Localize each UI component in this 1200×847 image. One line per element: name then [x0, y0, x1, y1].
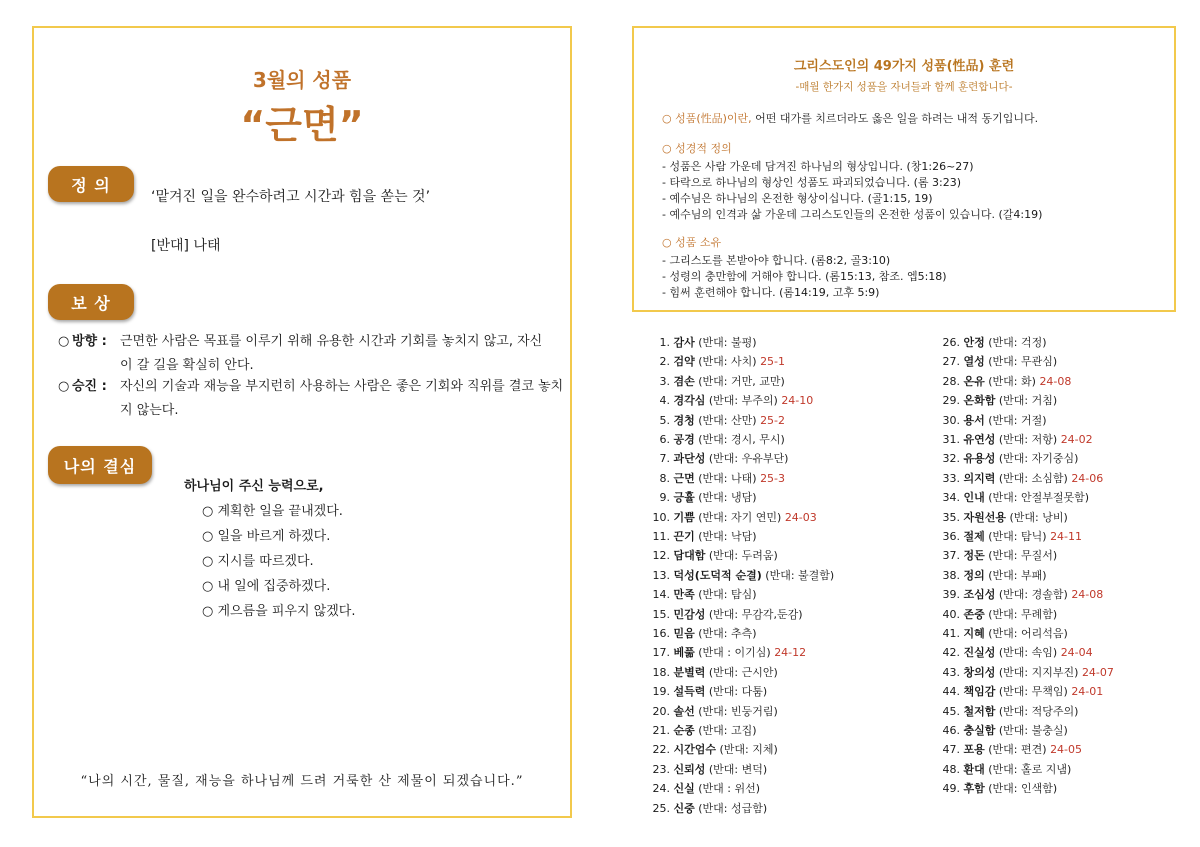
virtue-name: 유용성 — [963, 452, 996, 466]
decision-heading: 하나님이 주신 능력으로, — [184, 479, 324, 494]
virtue-opposite: (반대: 무질서) — [988, 549, 1058, 563]
virtue-list-item — [926, 489, 1089, 505]
virtue-list-column-2 — [926, 334, 1186, 804]
virtue-name: 시간엄수 — [673, 743, 717, 757]
virtue-opposite: (반대: 다툼) — [708, 685, 768, 699]
virtue-number: 6. — [659, 433, 670, 446]
virtue-opposite: (반대: 추측) — [698, 627, 757, 640]
reward-line: 자신의 기술과 재능을 부지런히 사용하는 사람은 좋은 기회와 직위를 결코 놓치 — [120, 379, 564, 394]
decision-item: ○ 게으름을 피우지 않겠다. — [202, 604, 356, 619]
virtue-name: 절제 — [963, 530, 985, 543]
biblical-definition-line: - 타락으로 하나님의 형상인 성품도 파괴되었습니다. (롬 3:23) — [662, 176, 961, 189]
virtue-number: 24. — [652, 782, 670, 796]
virtue-name: 존중 — [963, 607, 985, 621]
virtue-number: 35. — [942, 510, 960, 524]
virtue-name: 안정 — [963, 336, 985, 349]
virtue-number: 25. — [652, 801, 670, 815]
virtue-list-item — [636, 334, 757, 350]
virtue-number: 12. — [652, 549, 670, 563]
virtue-number: 43. — [942, 665, 960, 679]
virtue-opposite: (반대: 불결함) — [765, 568, 835, 582]
virtue-name: 믿음 — [673, 627, 695, 640]
virtue-opposite: (반대: 걱정) — [988, 336, 1047, 349]
reward-item-text — [120, 375, 566, 423]
decision-label: 나의 결심 — [48, 446, 152, 484]
virtue-name: 철저함 — [963, 704, 996, 718]
reward-line: 지 않는다. — [120, 403, 179, 418]
virtue-number: 41. — [942, 627, 960, 640]
character-definition-label: ○ 성품(性品)이란, — [662, 112, 752, 125]
training-title: 그리스도인의 49가지 성품(性品) 훈련 — [793, 59, 1015, 74]
virtue-name: 경각심 — [673, 394, 706, 408]
virtue-opposite: (반대: 부주의) — [708, 394, 778, 408]
biblical-definition-line: - 예수님은 하나님의 온전한 형상이십니다. (골1:15, 19) — [662, 192, 933, 205]
virtue-list-item — [926, 450, 1078, 466]
virtue-opposite: (반대: 낙담) — [698, 530, 757, 543]
virtue-list-item — [926, 722, 1068, 738]
virtue-opposite: (반대: 거절) — [988, 413, 1047, 427]
biblical-definition-line: - 성품은 사람 가운데 담겨진 하나님의 형상입니다. (창1:26~27) — [662, 160, 974, 173]
virtue-name: 기쁨 — [673, 510, 695, 524]
virtue-list-item — [926, 567, 1047, 583]
virtue-opposite: (반대: 소심함) — [998, 471, 1068, 485]
virtue-opposite: (반대: 인색함) — [988, 782, 1058, 796]
virtue-name: 감사 — [673, 336, 695, 349]
virtue-list-item — [636, 431, 785, 447]
virtue-number: 48. — [942, 762, 960, 776]
virtue-name: 민감성 — [673, 607, 706, 621]
virtue-name: 신뢰성 — [673, 762, 706, 776]
virtue-number: 31. — [942, 433, 960, 446]
virtue-number: 47. — [942, 743, 960, 757]
virtue-list-item — [636, 567, 834, 583]
opposite-text: [반대] 나태 — [151, 238, 221, 254]
monthly-virtue-panel — [32, 26, 572, 818]
virtue-opposite: (반대: 변덕) — [708, 762, 768, 776]
virtue-month-code: 24-01 — [1071, 685, 1104, 699]
virtue-name: 끈기 — [673, 530, 695, 543]
virtue-number: 30. — [942, 413, 960, 427]
virtue-month-code: 25-3 — [760, 471, 786, 485]
virtue-list-item — [926, 644, 1093, 660]
virtue-opposite: (반대: 무감각,둔감) — [708, 607, 803, 621]
virtue-opposite: (반대: 불평) — [698, 336, 757, 349]
virtue-list-item — [926, 509, 1068, 525]
virtue-month-code: 24-11 — [1050, 530, 1083, 543]
virtue-number: 13. — [652, 568, 670, 582]
virtue-list-item — [636, 683, 767, 699]
virtue-number: 18. — [652, 665, 670, 679]
virtue-opposite: (반대: 지체) — [719, 743, 778, 757]
virtue-name: 신중 — [673, 801, 695, 815]
virtue-list-item — [926, 353, 1057, 369]
virtue-number: 42. — [942, 646, 960, 660]
virtue-number: 44. — [942, 685, 960, 699]
virtue-name: 의지력 — [963, 471, 996, 485]
virtue-opposite: (반대: 무례함) — [988, 607, 1058, 621]
virtue-opposite: (반대: 무책임) — [998, 685, 1068, 699]
virtue-list-item — [926, 683, 1103, 699]
virtue-list-item — [636, 528, 757, 544]
virtue-opposite: (반대: 적당주의) — [998, 704, 1079, 718]
virtue-opposite: (반대: 우유부단) — [708, 452, 789, 466]
character-definition — [662, 110, 1038, 126]
virtue-name: 열성 — [963, 355, 985, 369]
decision-item: ○ 내 일에 집중하겠다. — [202, 579, 331, 594]
virtue-opposite: (반대: 탐닉) — [988, 530, 1047, 543]
virtue-month-code: 24-12 — [774, 646, 807, 660]
virtue-opposite: (반대: 경솔함) — [998, 588, 1068, 602]
reward-item-label: 승진 : — [72, 379, 107, 394]
virtue-list-item — [926, 586, 1103, 602]
decision-item: ○ 계획한 일을 끝내겠다. — [202, 504, 343, 519]
virtue-name: 책임감 — [963, 685, 996, 699]
virtue-name: 솔선 — [673, 704, 695, 718]
virtue-opposite: (반대 : 위선) — [698, 782, 761, 796]
virtue-number: 7. — [659, 452, 670, 466]
reward-item-promotion — [58, 375, 566, 425]
virtue-list-item — [636, 392, 813, 408]
virtue-opposite: (반대: 낭비) — [1009, 510, 1068, 524]
virtue-number: 11. — [652, 530, 670, 543]
virtue-name: 겸손 — [673, 374, 695, 388]
virtue-name: 긍휼 — [673, 491, 695, 505]
closing-pledge: “나의 시간, 물질, 재능을 하나님께 드려 거룩한 산 제물이 되겠습니다.” — [80, 774, 524, 789]
virtue-opposite: (반대: 산만) — [698, 413, 757, 427]
virtue-list-column-1 — [636, 334, 936, 814]
virtue-opposite: (반대: 홀로 지냄) — [988, 762, 1072, 776]
virtue-number: 26. — [942, 336, 960, 349]
definition-label: 정 의 — [48, 166, 134, 202]
virtue-list-item — [636, 644, 806, 660]
biblical-definition-heading: ○ 성경적 정의 — [662, 142, 732, 155]
virtue-list-item — [636, 586, 757, 602]
reward-line: 근면한 사람은 목표를 이루기 위해 유용한 시간과 기회를 놓치지 않고, 자신 — [120, 334, 543, 349]
virtue-list-item — [636, 509, 817, 525]
virtue-month-code: 25-2 — [760, 413, 786, 427]
virtue-opposite: (반대: 자기중심) — [998, 452, 1079, 466]
virtue-list-item — [926, 780, 1057, 796]
virtue-list-item — [636, 625, 757, 641]
virtue-name: 자원선용 — [963, 510, 1007, 524]
virtue-opposite: (반대: 안절부절못함) — [988, 491, 1090, 505]
virtue-number: 16. — [652, 627, 670, 640]
month-title: 3월의 성품 — [252, 68, 352, 92]
virtue-name: 포용 — [963, 743, 985, 757]
virtue-name: 정의 — [963, 568, 985, 582]
character-definition-text: 어떤 대가를 치르더라도 옳은 일을 하려는 내적 동기입니다. — [751, 112, 1039, 125]
virtue-number: 49. — [942, 782, 960, 796]
virtue-name: 베풂 — [673, 646, 695, 660]
virtue-number: 46. — [942, 724, 960, 737]
virtue-number: 21. — [652, 724, 670, 737]
virtue-number: 20. — [652, 704, 670, 718]
virtue-number: 39. — [942, 588, 960, 602]
virtue-opposite: (반대: 자기 연민) — [698, 510, 782, 524]
virtue-list-item — [926, 334, 1047, 350]
virtue-name: 순종 — [673, 724, 695, 737]
virtue-list-item — [926, 392, 1057, 408]
virtue-opposite: (반대: 탐심) — [698, 588, 757, 602]
virtue-number: 3. — [659, 374, 670, 388]
virtue-list-item — [636, 703, 778, 719]
training-subtitle: -매월 한가지 성품을 자녀들과 함께 훈련합니다- — [795, 81, 1013, 93]
virtue-opposite: (반대: 경시, 무시) — [698, 433, 785, 446]
virtue-list-item — [636, 741, 778, 757]
virtue-name: 근면 — [673, 471, 695, 485]
virtue-number: 27. — [942, 355, 960, 369]
virtue-opposite: (반대: 부패) — [988, 568, 1047, 582]
virtue-name: 분별력 — [673, 665, 706, 679]
virtue-opposite: (반대: 불충실) — [998, 724, 1068, 737]
virtue-list-item — [926, 625, 1068, 641]
decision-item: ○ 일을 바르게 하겠다. — [202, 529, 331, 544]
virtue-name: 경청 — [673, 413, 695, 427]
virtue-number: 23. — [652, 762, 670, 776]
virtue-list-item — [636, 470, 785, 486]
virtue-number: 5. — [659, 413, 670, 427]
virtue-list-item — [926, 431, 1093, 447]
virtue-name: 환대 — [963, 762, 985, 776]
virtue-name: 덕성(도덕적 순결) — [673, 568, 762, 582]
virtue-list-item — [926, 606, 1057, 622]
virtue-name: 온화함 — [963, 394, 996, 408]
virtue-opposite: (반대: 속임) — [998, 646, 1058, 660]
virtue-list-item — [926, 703, 1078, 719]
virtue-number: 40. — [942, 607, 960, 621]
virtue-name: 온유 — [963, 374, 985, 388]
character-ownership-line: - 성령의 충만함에 거해야 합니다. (롬15:13, 참조. 엡5:18) — [662, 270, 947, 283]
virtue-name: 인내 — [963, 491, 985, 505]
character-ownership-line: - 그리스도를 본받아야 합니다. (롬8:2, 골3:10) — [662, 254, 891, 267]
virtue-name: 담대함 — [673, 549, 706, 563]
virtue-opposite: (반대: 편견) — [988, 743, 1047, 757]
virtue-name: 설득력 — [673, 685, 706, 699]
virtue-month-code: 24-02 — [1060, 433, 1093, 446]
virtue-opposite: (반대: 냉담) — [698, 491, 757, 505]
virtue-month-code: 24-03 — [784, 510, 817, 524]
virtue-month-code: 24-04 — [1060, 646, 1093, 660]
virtue-number: 17. — [652, 646, 670, 660]
virtue-list-item — [636, 450, 788, 466]
virtue-list-item — [926, 412, 1047, 428]
virtue-opposite: (반대: 성급함) — [698, 801, 768, 815]
virtue-name: 창의성 — [963, 665, 996, 679]
virtue-name: 신실 — [673, 782, 695, 796]
virtue-list-item — [926, 761, 1071, 777]
virtue-name: 후함 — [963, 782, 985, 796]
virtue-list-item — [636, 353, 785, 369]
virtue-number: 9. — [659, 491, 670, 505]
virtue-opposite: (반대: 두려움) — [708, 549, 778, 563]
virtue-month-code: 24-10 — [781, 394, 814, 408]
reward-item-text — [120, 330, 566, 378]
virtue-list-item — [636, 412, 785, 428]
virtue-opposite: (반대: 거만, 교만) — [698, 374, 785, 388]
virtue-opposite: (반대: 빈둥거림) — [698, 704, 778, 718]
virtue-number: 8. — [659, 471, 670, 485]
virtue-list-item — [636, 373, 785, 389]
virtue-list-item — [926, 547, 1057, 563]
virtue-number: 15. — [652, 607, 670, 621]
virtue-opposite: (반대: 화) — [988, 374, 1036, 388]
decision-item: ○ 지시를 따르겠다. — [202, 554, 314, 569]
virtue-list-item — [636, 722, 757, 738]
virtue-opposite: (반대: 무관심) — [988, 355, 1058, 369]
virtue-name: 유연성 — [963, 433, 996, 446]
virtue-number: 34. — [942, 491, 960, 505]
virtue-number: 38. — [942, 568, 960, 582]
virtue-name: 만족 — [673, 588, 695, 602]
reward-item-label: 방향 : — [72, 334, 107, 349]
virtue-name: 진실성 — [963, 646, 996, 660]
virtue-list-item — [636, 800, 767, 816]
virtue-name: 공경 — [673, 433, 695, 446]
virtue-name: 과단성 — [673, 452, 706, 466]
virtue-list-item — [926, 470, 1103, 486]
virtue-title: “근면” — [240, 103, 364, 147]
biblical-definition-line: - 예수님의 인격과 삶 가운데 그리스도인들의 온전한 성품이 있습니다. (갈4:19) — [662, 208, 1043, 221]
virtue-list-item — [926, 528, 1082, 544]
reward-item-direction — [58, 330, 566, 380]
virtue-name: 정돈 — [963, 549, 985, 563]
virtue-list-item — [636, 606, 803, 622]
virtue-month-code: 24-07 — [1081, 665, 1114, 679]
virtue-month-code: 24-08 — [1071, 588, 1104, 602]
virtue-name: 용서 — [963, 413, 985, 427]
virtue-month-code: 24-08 — [1039, 374, 1072, 388]
virtue-number: 32. — [942, 452, 960, 466]
virtue-list-item — [636, 780, 760, 796]
virtue-opposite: (반대: 어리석음) — [988, 627, 1068, 640]
reward-line: 이 갈 길을 확실히 안다. — [120, 358, 254, 373]
virtue-number: 10. — [652, 510, 670, 524]
virtue-month-code: 24-06 — [1071, 471, 1104, 485]
virtue-opposite: (반대: 고집) — [698, 724, 757, 737]
virtue-number: 33. — [942, 471, 960, 485]
virtue-number: 19. — [652, 685, 670, 699]
virtue-opposite: (반대: 나태) — [698, 471, 757, 485]
virtue-number: 36. — [942, 530, 960, 543]
virtue-number: 37. — [942, 549, 960, 563]
virtue-list-item — [636, 664, 778, 680]
virtue-opposite: (반대: 거침) — [998, 394, 1058, 408]
virtue-month-code: 25-1 — [760, 355, 786, 369]
virtue-list-item — [636, 489, 757, 505]
virtue-number: 1. — [659, 336, 670, 349]
virtue-number: 14. — [652, 588, 670, 602]
character-training-box — [632, 26, 1176, 312]
virtue-number: 45. — [942, 704, 960, 718]
virtue-list-item — [926, 741, 1082, 757]
virtue-number: 4. — [659, 394, 670, 408]
virtue-name: 검약 — [673, 355, 695, 369]
reward-bullet: ○ — [58, 334, 70, 349]
virtue-number: 29. — [942, 394, 960, 408]
reward-label: 보 상 — [48, 284, 134, 320]
reward-bullet: ○ — [58, 379, 70, 394]
virtue-opposite: (반대: 저항) — [998, 433, 1058, 446]
virtue-list-item — [926, 664, 1114, 680]
virtue-number: 28. — [942, 374, 960, 388]
virtue-list-item — [926, 373, 1071, 389]
virtue-month-code: 24-05 — [1050, 743, 1083, 757]
virtue-opposite: (반대: 근시안) — [708, 665, 778, 679]
definition-text: ‘맡겨진 일을 완수하려고 시간과 힘을 쏟는 것’ — [151, 189, 431, 205]
virtue-list-item — [636, 547, 778, 563]
virtue-name: 지혜 — [963, 627, 985, 640]
character-ownership-line: - 힘써 훈련해야 합니다. (롬14:19, 고후 5:9) — [662, 286, 880, 299]
virtue-name: 충실함 — [963, 724, 996, 737]
virtue-opposite: (반대: 지지부진) — [998, 665, 1079, 679]
virtue-list-item — [636, 761, 767, 777]
virtue-opposite: (반대 : 이기심) — [698, 646, 771, 660]
virtue-opposite: (반대: 사치) — [698, 355, 757, 369]
virtue-name: 조심성 — [963, 588, 996, 602]
virtue-number: 2. — [659, 355, 670, 369]
character-ownership-heading: ○ 성품 소유 — [662, 236, 722, 249]
virtue-number: 22. — [652, 743, 670, 757]
